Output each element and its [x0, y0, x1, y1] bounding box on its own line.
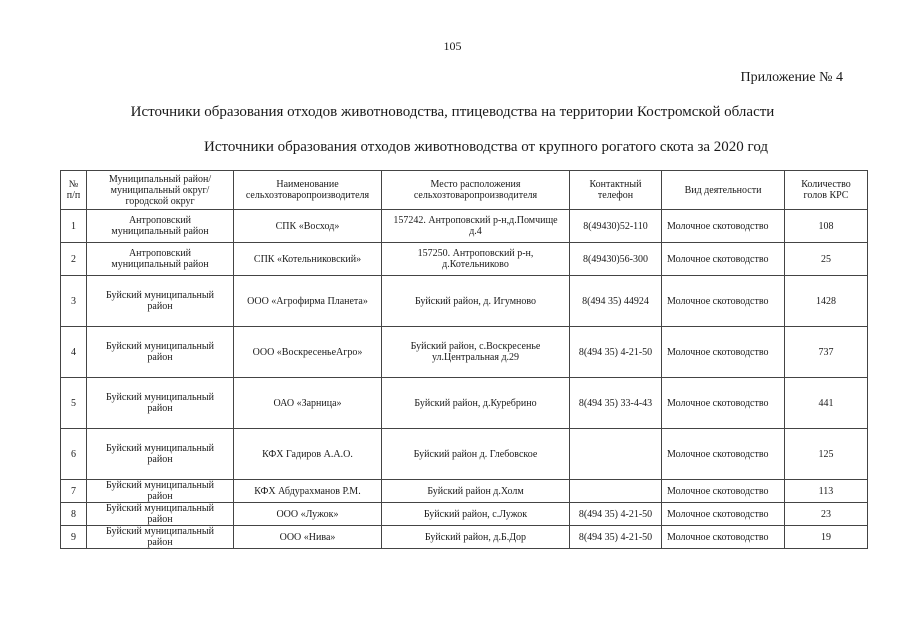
district-cell — [87, 503, 234, 526]
producer-cell: ООО «ВоскресеньеАгро» — [234, 327, 382, 378]
district-cell — [87, 378, 234, 429]
location-line: Буйский район, д.Б.Дор — [424, 531, 527, 543]
location-cell — [382, 276, 570, 327]
row-number: 3 — [61, 276, 87, 327]
header-location-line: сельхозтоваропроизводителя — [413, 190, 538, 201]
header-phone — [570, 171, 662, 210]
location-line: Буйский район д.Холм — [427, 485, 524, 497]
district-cell — [87, 429, 234, 480]
header-district-line: городской округ — [125, 195, 195, 207]
document-title: Источники образования отходов животноводства, птицеводства на территории Костромской области — [130, 104, 775, 120]
district-cell — [87, 243, 234, 276]
phone-cell: 8(49430)56-300 — [570, 243, 662, 276]
district-line: Буйский муниципальный — [106, 341, 214, 352]
district-line: Буйский муниципальный — [106, 290, 214, 301]
producer-cell: СПК «Восход» — [234, 210, 382, 243]
header-location-line: Место расположения — [430, 179, 521, 190]
appendix-label: Приложение № 4 — [740, 70, 843, 85]
table-row — [61, 480, 868, 503]
header-cattle-count-line: Количество — [801, 179, 851, 190]
location-line: Буйский район, с.Лужок — [423, 508, 528, 520]
location-cell — [382, 210, 570, 243]
header-activity-line: Вид деятельности — [684, 184, 762, 196]
header-cattle-count — [785, 171, 868, 210]
header-number-line: № — [68, 179, 79, 190]
header-phone-line: Контактный — [589, 179, 642, 190]
cattle-count-cell: 19 — [785, 526, 868, 549]
cattle-count-cell: 125 — [785, 429, 868, 480]
table-header-row — [61, 171, 868, 210]
table-row — [61, 526, 868, 549]
producer-cell: СПК «Котельниковский» — [234, 243, 382, 276]
phone-cell: 8(494 35) 44924 — [570, 276, 662, 327]
phone-cell — [570, 429, 662, 480]
row-number: 7 — [61, 480, 87, 503]
cattle-count-cell: 441 — [785, 378, 868, 429]
district-line: муниципальный район — [111, 226, 209, 237]
livestock-sources-table — [60, 170, 868, 549]
cattle-count-cell: 1428 — [785, 276, 868, 327]
district-line: Буйский муниципальный — [106, 526, 214, 537]
phone-cell — [570, 480, 662, 503]
district-line: Буйский муниципальный — [106, 503, 214, 514]
district-cell — [87, 276, 234, 327]
activity-cell: Молочное скотоводство — [662, 327, 785, 378]
location-cell — [382, 526, 570, 549]
row-number: 8 — [61, 503, 87, 526]
location-cell — [382, 503, 570, 526]
phone-cell: 8(494 35) 33-4-43 — [570, 378, 662, 429]
header-producer-line: Наименование — [276, 179, 339, 190]
row-number: 6 — [61, 429, 87, 480]
table-row — [61, 378, 868, 429]
header-activity — [662, 171, 785, 210]
phone-cell: 8(494 35) 4-21-50 — [570, 327, 662, 378]
row-number: 9 — [61, 526, 87, 549]
location-cell — [382, 429, 570, 480]
location-line: Буйский район, д.Куребрино — [414, 397, 537, 409]
location-line: д.4 — [469, 226, 482, 237]
activity-cell: Молочное скотоводство — [662, 503, 785, 526]
location-line: ул.Центральная д.29 — [431, 352, 520, 363]
district-cell — [87, 210, 234, 243]
district-line: Буйский муниципальный — [106, 392, 214, 403]
phone-cell: 8(49430)52-110 — [570, 210, 662, 243]
producer-cell: ОАО «Зарница» — [234, 378, 382, 429]
header-producer-line: сельхозтоваропроизводителя — [245, 190, 370, 201]
cattle-count-cell: 23 — [785, 503, 868, 526]
district-cell — [87, 526, 234, 549]
location-line: Буйский район, д. Игумново — [414, 295, 537, 307]
header-phone-line: телефон — [597, 190, 634, 201]
district-line: Антроповский — [128, 215, 192, 226]
location-line: Буйский район, с.Воскресенье — [410, 341, 541, 352]
district-line: район — [147, 454, 173, 465]
row-number: 2 — [61, 243, 87, 276]
header-district-line: муниципальный округ/ — [110, 184, 210, 196]
location-cell — [382, 243, 570, 276]
activity-cell: Молочное скотоводство — [662, 480, 785, 503]
header-producer — [234, 171, 382, 210]
producer-cell: ООО «Нива» — [234, 526, 382, 549]
district-line: район — [147, 537, 173, 548]
location-line: д.Котельниково — [442, 259, 509, 270]
district-line: Буйский муниципальный — [106, 443, 214, 454]
activity-cell: Молочное скотоводство — [662, 429, 785, 480]
cattle-count-cell: 113 — [785, 480, 868, 503]
location-line: 157242. Антроповский р-н,д.Помчище — [393, 215, 558, 226]
phone-cell: 8(494 35) 4-21-50 — [570, 503, 662, 526]
table-row — [61, 327, 868, 378]
producer-cell: КФХ Гадиров А.А.О. — [234, 429, 382, 480]
district-cell — [87, 480, 234, 503]
header-district-line: Муниципальный район/ — [108, 173, 212, 185]
district-cell — [87, 327, 234, 378]
district-line: муниципальный район — [111, 259, 209, 270]
table-row — [61, 503, 868, 526]
location-cell — [382, 480, 570, 503]
row-number: 5 — [61, 378, 87, 429]
page-number: 105 — [443, 39, 462, 53]
table-row — [61, 429, 868, 480]
cattle-count-cell: 108 — [785, 210, 868, 243]
district-line: район — [147, 352, 173, 363]
district-line: Антроповский — [128, 248, 192, 259]
producer-cell: ООО «Лужок» — [234, 503, 382, 526]
location-line: 157250. Антроповский р-н, — [417, 248, 534, 259]
header-district — [87, 171, 234, 210]
activity-cell: Молочное скотоводство — [662, 243, 785, 276]
row-number: 4 — [61, 327, 87, 378]
district-line: район — [147, 301, 173, 312]
district-line: район — [147, 491, 173, 502]
table-row — [61, 243, 868, 276]
producer-cell: КФХ Абдурахманов Р.М. — [234, 480, 382, 503]
activity-cell: Молочное скотоводство — [662, 378, 785, 429]
header-number-line: п/п — [66, 190, 81, 201]
district-line: район — [147, 514, 173, 525]
activity-cell: Молочное скотоводство — [662, 276, 785, 327]
cattle-count-cell: 737 — [785, 327, 868, 378]
row-number: 1 — [61, 210, 87, 243]
phone-cell: 8(494 35) 4-21-50 — [570, 526, 662, 549]
table-row — [61, 276, 868, 327]
table-row — [61, 210, 868, 243]
cattle-count-cell: 25 — [785, 243, 868, 276]
table-title: Источники образования отходов животноводства от крупного рогатого скота за 2020 год — [204, 139, 769, 155]
location-line: Буйский район д. Глебовское — [413, 448, 538, 460]
location-cell — [382, 327, 570, 378]
district-line: район — [147, 403, 173, 414]
district-line: Буйский муниципальный — [106, 480, 214, 491]
activity-cell: Молочное скотоводство — [662, 526, 785, 549]
activity-cell: Молочное скотоводство — [662, 210, 785, 243]
header-location — [382, 171, 570, 210]
location-cell — [382, 378, 570, 429]
header-number — [61, 171, 87, 210]
producer-cell: ООО «Агрофирма Планета» — [234, 276, 382, 327]
header-cattle-count-line: голов КРС — [803, 190, 849, 201]
